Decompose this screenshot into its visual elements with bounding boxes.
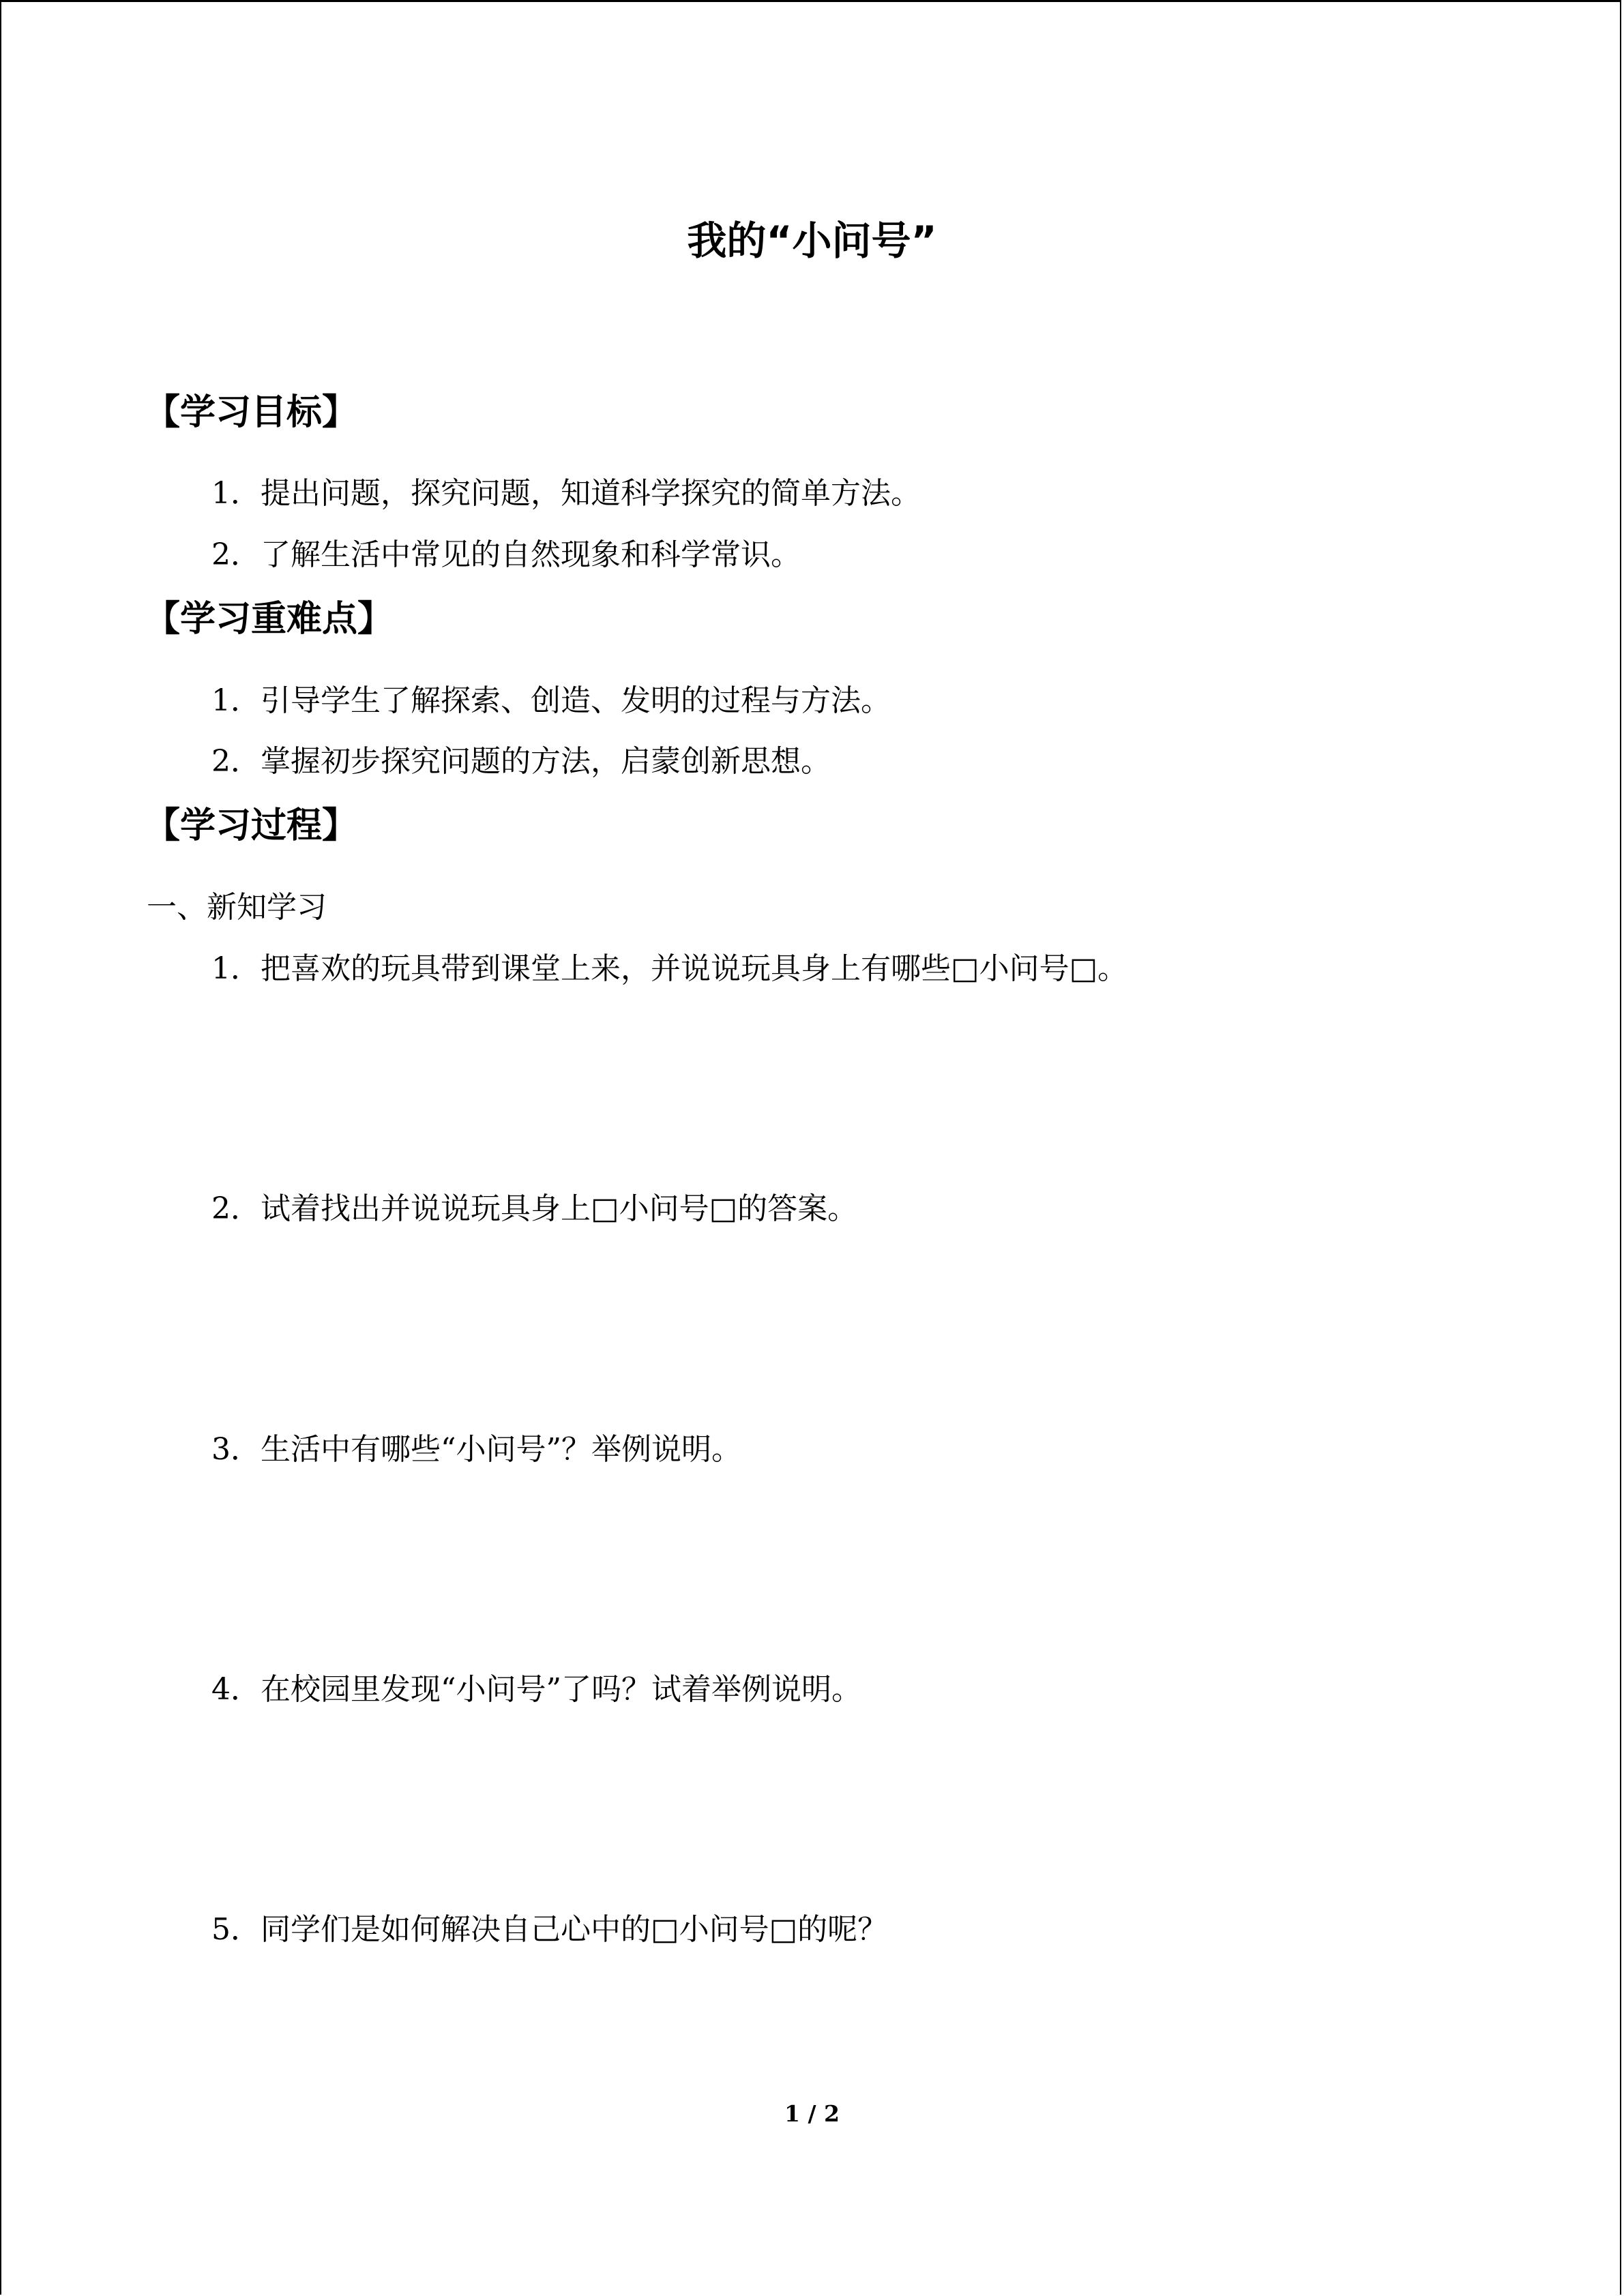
page-number: 1 / 2 — [784, 2100, 840, 2127]
item-text: 掌握初步探究问题的方法，启蒙创新思想。 — [261, 744, 831, 779]
process-question-5 — [211, 1909, 887, 1950]
key-point-item-2 — [211, 741, 831, 782]
item-number: 2． — [211, 744, 261, 779]
objective-item-1 — [211, 473, 921, 514]
item-number: 3． — [211, 1432, 261, 1467]
section-heading-process: 【学习过程】 — [145, 805, 358, 846]
item-number: 1． — [211, 951, 261, 986]
process-question-4 — [211, 1669, 861, 1710]
item-number: 1． — [211, 476, 261, 511]
item-text: 提出问题，探究问题，知道科学探究的简单方法。 — [261, 476, 921, 511]
process-question-1 — [211, 949, 1127, 989]
process-question-3 — [211, 1429, 741, 1470]
item-number: 5． — [211, 1912, 261, 1947]
item-text: 生活中有哪些“小问号”？举例说明。 — [261, 1432, 741, 1467]
item-text: 引导学生了解探索、创造、发明的过程与方法。 — [261, 683, 891, 718]
objective-item-2 — [211, 535, 801, 576]
item-text: 了解生活中常见的自然现象和科学常识。 — [261, 537, 801, 572]
item-text: 把喜欢的玩具带到课堂上来，并说说玩具身上有哪些□小问号□。 — [261, 951, 1128, 986]
section-heading-objectives: 【学习目标】 — [145, 392, 358, 433]
process-question-2 — [211, 1189, 857, 1229]
item-text: 试着找出并说说玩具身上□小问号□的答案。 — [261, 1191, 858, 1226]
document-title: 我的“小问号” — [687, 218, 937, 264]
item-number: 4． — [211, 1672, 261, 1707]
item-text: 同学们是如何解决自己心中的□小问号□的呢？ — [261, 1912, 888, 1947]
section-heading-key-points: 【学习重难点】 — [145, 599, 394, 640]
item-number: 2． — [211, 1191, 261, 1226]
item-number: 1． — [211, 683, 261, 718]
item-text: 在校园里发现“小问号”了吗？试着举例说明。 — [261, 1672, 861, 1707]
subsection-heading-new-knowledge: 一、新知学习 — [147, 890, 327, 925]
item-number: 2． — [211, 537, 261, 572]
key-point-item-1 — [211, 681, 891, 721]
